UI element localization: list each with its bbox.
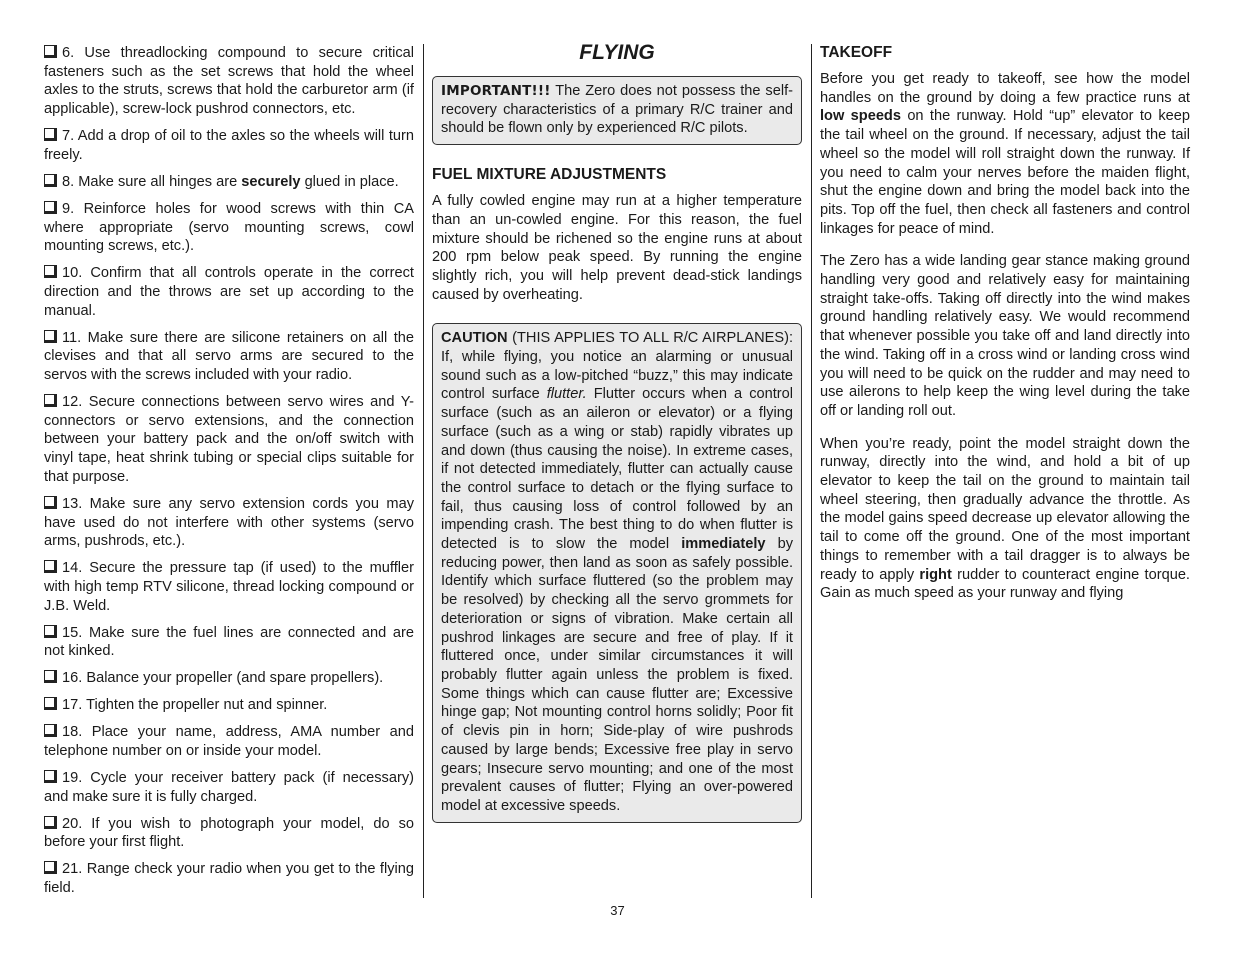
checklist-item-11: 11. Make sure there are silicone retainers on all the clevises and that all servo arms are secured to the servos with the screws included with your radio. bbox=[44, 329, 414, 384]
checklist-item-7: 7. Add a drop of oil to the axles so the wheels will turn freely. bbox=[44, 128, 414, 163]
checklist-item-9: 9. Reinforce holes for wood screws with thin CA where appropriate (servo mounting screws, cowl mounting screws, etc.). bbox=[44, 200, 414, 255]
fuel-mixture-text: A fully cowled engine may run at a higher temperature than an un-cowled engine. For this reason, the fuel mixture should be richened so the engine runs at about 200 rpm below peak speed. By running the engine slightly rich, you will help prevent dead-stick landings caused by overheating. bbox=[432, 193, 802, 303]
checkbox-icon[interactable] bbox=[44, 496, 57, 509]
checklist-item-6: 6. Use threadlocking compound to secure critical fasteners such as the set screws that hold the wheel axles to the struts, screws that hold the carburetor arm (if applicable), screw-lock pushrod connectors, etc. bbox=[44, 45, 414, 118]
caution-notice: CAUTION (THIS APPLIES TO ALL R/C AIRPLANES): If, while flying, you notice an alarming or unusual sound such as a low-pitched “buzz,” this may indicate control surface flutter. Flutter occurs when a control surface (such as an aileron or elevator) or a flying surface (such as a wing or stab) rapidly vibrates up and down (thus causing the noise). In extreme cases, if not detected immediately, flutter can actually cause the control surface to detach or the flying surface to fail, thus causing loss of control followed by an impending crash. The best thing to do when flutter is detected is to slow the model immediately by reducing power, then land as soon as safely possible. Identify which surface fluttered (so the problem may be resolved) by checking all the servo grommets for deterioration or signs of vibration. Make certain all pushrod linkages are secure and free of play. If it fluttered once, under similar circumstances it will probably flutter again unless the problem is fixed. Some things which can cause flutter are; Excessive hinge gap; Not mounting control horns solidly; Poor fit of clevis pin in horn; Side-play of wire pushrods caused by large bends; Excessive free play in servo gears; Insecure servo mounting; and one of the most prevalent causes of flutter; Flying an over-powered model at excessive speeds. bbox=[432, 323, 802, 822]
checklist-item-21: 21. Range check your radio when you get to the flying field. bbox=[44, 861, 414, 897]
takeoff-paragraph-1: Before you get ready to takeoff, see how the model handles on the ground by doing a few practice runs at low speeds on the runway. Hold “up” elevator to keep the tail wheel on the ground. If necessary, adjust the tail wheel so the model will roll straight down the runway. If you need to calm your nerves before the maiden flight, shut the engine down and bring the model back into the pits. Top off the fuel, then check all fasteners and control linkages for peace of mind. bbox=[820, 71, 1190, 237]
checklist-item-15: 15. Make sure the fuel lines are connected and are not kinked. bbox=[44, 624, 414, 660]
fuel-mixture-heading: FUEL MIXTURE ADJUSTMENTS bbox=[432, 166, 667, 184]
caution-label: CAUTION bbox=[441, 330, 508, 347]
column-divider-left bbox=[423, 44, 424, 898]
checkbox-icon[interactable] bbox=[44, 816, 57, 829]
important-label: IMPORTANT!!! bbox=[441, 83, 551, 99]
column-divider-right bbox=[811, 44, 812, 898]
checkbox-icon[interactable] bbox=[44, 670, 57, 683]
checkbox-icon[interactable] bbox=[44, 724, 57, 737]
checkbox-icon[interactable] bbox=[44, 770, 57, 783]
checklist-item-19: 19. Cycle your receiver battery pack (if necessary) and make sure it is fully charged. bbox=[44, 770, 414, 805]
checkbox-icon[interactable] bbox=[44, 697, 57, 710]
checklist-item-8: 8. Make sure all hinges are securely glued in place. bbox=[44, 173, 414, 192]
checkbox-icon[interactable] bbox=[44, 201, 57, 214]
important-notice: IMPORTANT!!! The Zero does not possess the self-recovery characteristics of a primary R/C trainer and should be flown only by experienced R/C pilots. bbox=[432, 76, 802, 145]
checkbox-icon[interactable] bbox=[44, 394, 57, 407]
checklist-item-12: 12. Secure connections between servo wires and Y-connectors or servo extensions, and the connection between your battery pack and the on/off switch with vinyl tape, heat shrink tubing or special clips suitable for that purpose. bbox=[44, 394, 414, 485]
checklist-item-13: 13. Make sure any servo extension cords you may have used do not interfere with other systems (servo arms, pushrods, etc.). bbox=[44, 495, 414, 550]
checklist-column bbox=[44, 44, 414, 906]
checklist-item-16: 16. Balance your propeller (and spare propellers). bbox=[44, 669, 414, 688]
section-title-flying: FLYING bbox=[579, 41, 655, 64]
checkbox-icon[interactable] bbox=[44, 330, 57, 343]
flying-column bbox=[432, 41, 802, 823]
checkbox-icon[interactable] bbox=[44, 128, 57, 141]
checklist-item-10: 10. Confirm that all controls operate in the correct direction and the throws are set up according to the manual. bbox=[44, 265, 414, 319]
checkbox-icon[interactable] bbox=[44, 625, 57, 638]
checkbox-icon[interactable] bbox=[44, 265, 57, 278]
checkbox-icon[interactable] bbox=[44, 174, 57, 187]
takeoff-paragraph-3: When you’re ready, point the model straight down the runway, directly into the wind, and hold a bit of up elevator to keep the tail on the ground to maintain tail wheel steering, then gradually advance the throttle. As the model gains speed decrease up elevator allowing the tail to come off the ground. One of the most important things to remember with a tail dragger is to always be ready to apply right rudder to counteract engine torque. Gain as much speed as your runway and flying bbox=[820, 435, 1190, 602]
checkbox-icon[interactable] bbox=[44, 560, 57, 573]
checklist-item-17: 17. Tighten the propeller nut and spinner. bbox=[44, 696, 414, 715]
takeoff-heading: TAKEOFF bbox=[820, 44, 893, 61]
takeoff-paragraph-2: The Zero has a wide landing gear stance making ground handling very good and relatively easy for maintaining straight take-offs. Taking off directly into the wind makes ground handling relatively easy. We would recommend that whenever possible you take off and land directly into the wind. Taking off in a cross wind or landing cross wind you will need to be quick on the rudder and may need to use ailerons to help keep the wing level during the take off or landing roll out. bbox=[820, 253, 1190, 419]
page-number: 37 bbox=[610, 903, 625, 918]
checkbox-icon[interactable] bbox=[44, 861, 57, 874]
takeoff-column bbox=[820, 44, 1190, 617]
checkbox-icon[interactable] bbox=[44, 45, 57, 58]
checklist-item-14: 14. Secure the pressure tap (if used) to the muffler with high temp RTV silicone, thread locking compound or J.B. Weld. bbox=[44, 560, 414, 614]
checklist-item-20: 20. If you wish to photograph your model, do so before your first flight. bbox=[44, 815, 414, 851]
checklist-item-18: 18. Place your name, address, AMA number and telephone number on or inside your model. bbox=[44, 724, 414, 760]
